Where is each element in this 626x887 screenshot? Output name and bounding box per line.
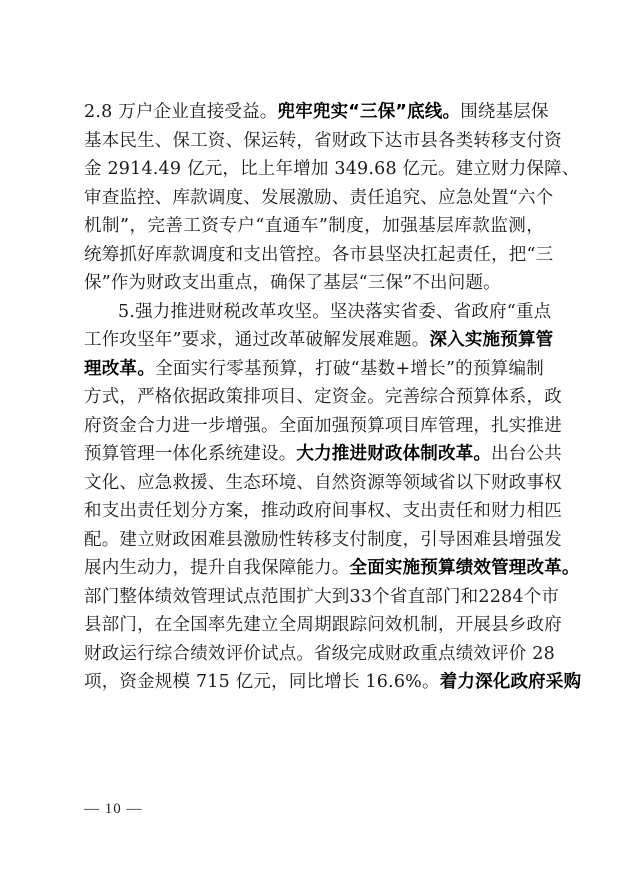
text-line (84, 526, 562, 555)
text-line (84, 383, 562, 412)
text-line (84, 469, 562, 498)
body-text-segment: 工作攻坚年”要求，通过改革破解发展难题。 (84, 330, 430, 350)
body-text-segment: 围绕基层保 (460, 102, 549, 122)
text-line (84, 497, 562, 526)
text-line (84, 611, 562, 640)
text-line (84, 554, 580, 583)
text-line (84, 668, 582, 697)
text-line (84, 326, 554, 355)
text-line (84, 412, 562, 441)
body-text-segment: 预算管理一体化系统建设。 (84, 444, 297, 464)
body-text-segment: 机制”，完善工资专户“直通车”制度，加强基层库款监测， (84, 216, 544, 236)
bold-heading-text: 大力推进财政体制改革。 (296, 444, 492, 464)
body-text-segment: 和支出责任划分方案，推动政府间事权、支出责任和财力相匹 (84, 501, 562, 521)
body-text-segment: 财政运行综合绩效评价试点。省级完成财政重点绩效评价 28 (84, 643, 555, 664)
text-line (84, 98, 549, 127)
text-line (84, 184, 554, 213)
bold-heading-text: 着力深化政府采购 (439, 672, 582, 692)
body-text-segment: 方式，严格依据政策排项目、定资金。完善综合预算体系，政 (84, 387, 562, 407)
text-line (84, 269, 544, 298)
body-text-segment: 项，资金规模 715 亿元，同比增长 16.6%。 (84, 672, 440, 692)
bold-heading-text: 理改革。 (84, 358, 156, 379)
text-line (84, 298, 552, 327)
body-text-segment: 县部门，在全国率先建立全周期跟踪问效机制，开展县乡政府 (84, 615, 562, 635)
body-text-segment: 文化、应急救援、生态环境、自然资源等领域省以下财政事权 (84, 472, 562, 493)
text-line (84, 583, 560, 612)
text-line (84, 640, 555, 669)
bold-heading-text: 兜牢兜实“三保”底线。 (277, 102, 461, 122)
body-text-segment: 配。建立财政困难县激励性转移支付制度，引导困难县增强发 (84, 529, 562, 550)
text-line (84, 155, 580, 184)
body-text-segment: 审查监控、库款调度、发展激励、责任追究、应急处置“六个 (84, 187, 554, 208)
body-text-segment: 2.8 万户企业直接受益。 (84, 102, 278, 122)
body-text-segment: 金 2914.49 亿元，比上年增加 349.68 亿元。建立财力保障、 (84, 159, 580, 179)
body-text-segment: 展内生动力，提升自我保障能力。 (84, 558, 350, 578)
page-number: — 10 — (84, 801, 143, 817)
body-text-segment: 保”作为财政支出重点，确保了基层“三保”不出问题。 (84, 273, 501, 293)
body-text-segment: 府资金合力进一步增强。全面加强预算项目库管理，扎实推进 (84, 415, 562, 436)
body-text-segment: 全面实行零基预算，打破“基数+增长”的预算编制 (155, 358, 544, 379)
text-line (84, 127, 562, 156)
body-text-segment: 统筹抓好库款调度和支出管控。各市县坚决扛起责任，把“三 (84, 244, 554, 265)
body-text-segment: 出台公共 (491, 444, 562, 464)
body-text-segment: 5.强力推进财税改革攻坚。坚决落实省委、省政府“重点 (118, 301, 552, 322)
body-text-segment: 部门整体绩效管理试点范围扩大到33个省直部门和2284个市 (84, 586, 560, 607)
body-text (84, 98, 582, 697)
text-line (84, 241, 554, 270)
bold-heading-text: 全面实施预算绩效管理改革。 (349, 558, 580, 578)
body-text-segment: 基本民生、保工资、保运转，省财政下达市县各类转移支付资 (84, 130, 562, 151)
text-line (84, 355, 544, 384)
text-line (84, 440, 562, 469)
bold-heading-text: 深入实施预算管 (429, 330, 554, 350)
text-line (84, 212, 544, 241)
